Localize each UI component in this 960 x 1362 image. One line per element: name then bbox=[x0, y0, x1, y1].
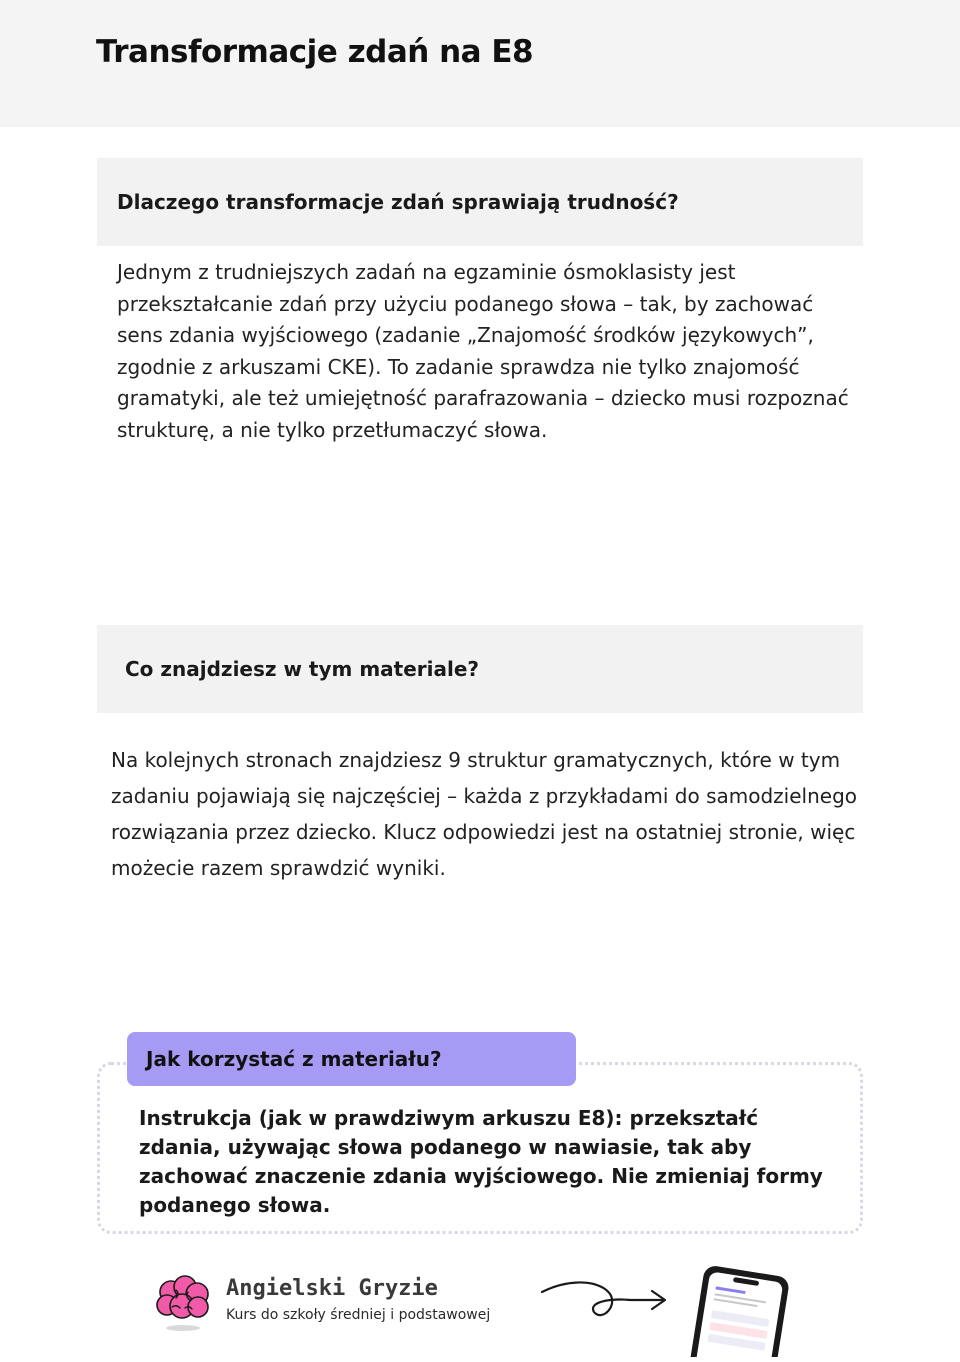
brain-icon bbox=[152, 1272, 214, 1339]
brand-name: Angielski Gryzie bbox=[226, 1276, 438, 1301]
instructions-tab-label: Jak korzystać z materiału? bbox=[146, 1047, 442, 1071]
page-header bbox=[0, 0, 960, 127]
section-body-contents: Na kolejnych stronach znajdziesz 9 struktur gramatycznych, które w tym zadaniu pojawiają się najczęściej – każda z przykładami do samodzielnego rozwiązania przez dziecko. Klucz odpowiedzi jest na ostatniej stronie, więc możecie razem sprawdzić wyniki. bbox=[111, 748, 858, 880]
section-heading-text: Co znajdziesz w tym materiale? bbox=[125, 657, 480, 681]
instructions-text: Instrukcja (jak w prawdziwym arkuszu E8): przekształć zdania, używając słowa podanego w nawiasie, tak aby zachować znaczenie zdania wyjściowego. Nie zmieniaj formy podanego słowa. bbox=[139, 1106, 823, 1217]
section-heading-text: Dlaczego transformacje zdań sprawiają trudność? bbox=[117, 190, 679, 214]
curly-arrow-icon bbox=[540, 1276, 672, 1331]
page-title: Transformacje zdań na E8 bbox=[96, 34, 534, 70]
section-body-difficulty: Jednym z trudniejszych zadań na egzaminie ósmoklasisty jest przekształcanie zdań przy użyciu podanego słowa – tak, by zachować sens zdania wyjściowego (zadanie „Znajomość środków językowych”, zgodnie z arkuszami CKE). To zadanie sprawdza nie tylko znajomość gramatyki, ale też umiejętność parafrazowania – dziecko musi rozpoznać strukturę, a nie tylko przetłumaczyć słowa. bbox=[117, 260, 849, 442]
brand-tagline: Kurs do szkoły średniej i podstawowej bbox=[226, 1307, 491, 1323]
section-heading-difficulty bbox=[97, 158, 863, 246]
section-heading-contents bbox=[97, 625, 863, 713]
instructions-tab bbox=[127, 1032, 576, 1086]
phone-mockup-icon bbox=[686, 1266, 790, 1362]
